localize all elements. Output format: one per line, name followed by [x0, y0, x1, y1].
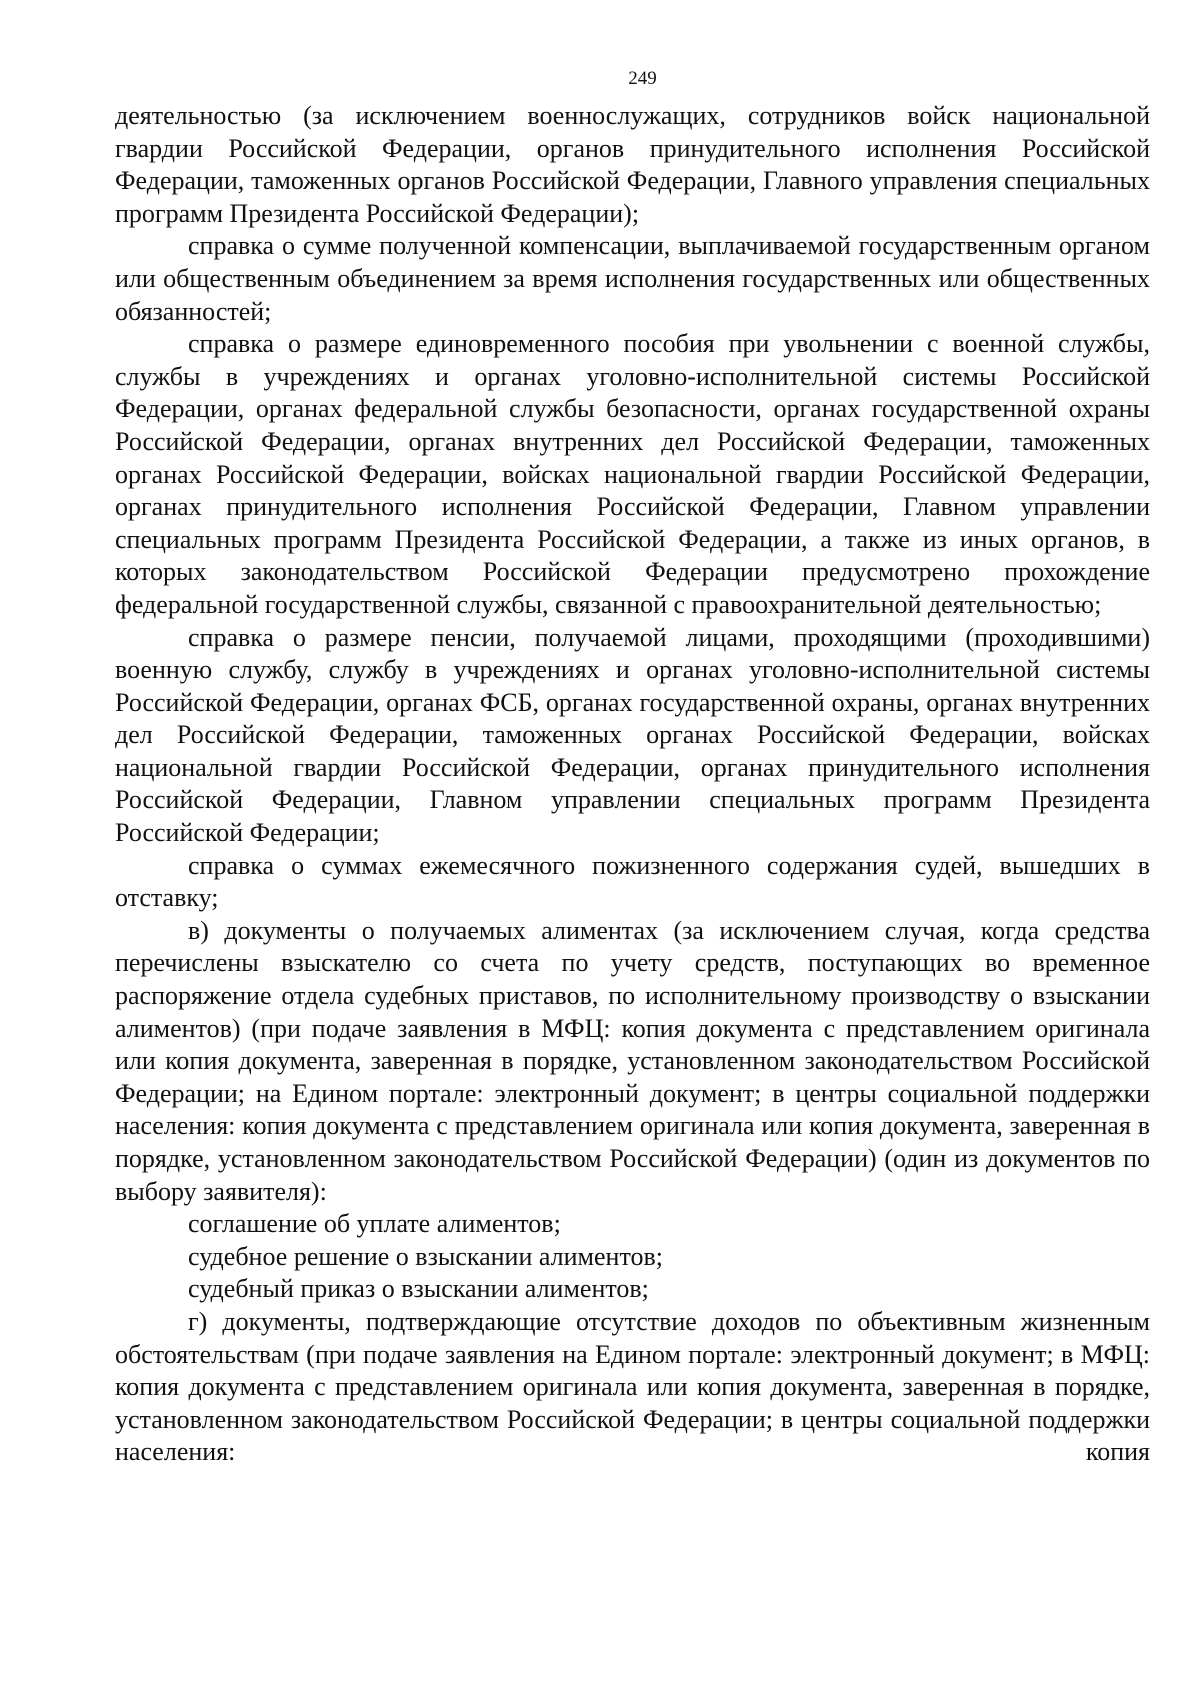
paragraph-continuation: деятельностью (за исключением военнослужащих, сотрудников войск национальной гвардии Российской Федерации, органов принудительного исполнения Российской Федерации, таможенных органов Российской Федерации, Главного управления специальных программ Президента Российской Федерации); [115, 101, 1150, 228]
list-item-court-order: судебный приказ о взыскании алиментов; [188, 1274, 649, 1304]
paragraph-no-income-documents: г) документы, подтверждающие отсутствие доходов по объективным жизненным обстоятельствам (при подаче заявления на Едином портале: электронный документ; в МФЦ: копия документа с представлением оригинала или копия документа, заверенная в порядке, установленном законодательством Российской Федерации; в центры социальной поддержки населения: копия [115, 1306, 1150, 1467]
page-number: 249 [628, 68, 657, 89]
list-item-court-decision: судебное решение о взыскании алиментов; [188, 1241, 663, 1271]
paragraph-compensation-certificate: справка о сумме полученной компенсации, выплачиваемой государственным органом или общественным объединением за время исполнения государственных или общественных обязанностей; [115, 231, 1150, 326]
paragraph-pension-certificate: справка о размере пенсии, получаемой лицами, проходящими (проходившими) военную службу, службу в учреждениях и органах уголовно-исполнительной системы Российской Федерации, органах ФСБ, органах государственной охраны, органах внутренних дел Российской Федерации, таможенных органах Российской Федерации, войсках национальной гвардии Российской Федерации, органах принудительного исполнения Российской Федерации, Главном управлении специальных программ Президента Российской Федерации; [115, 622, 1150, 848]
paragraph-alimony-documents: в) документы о получаемых алиментах (за исключением случая, когда средства перечислены взыскателю со счета по учету средств, поступающих во временное распоряжение отдела судебных приставов, по исполнительному производству о взыскании алиментов) (при подаче заявления в МФЦ: копия документа с представлением оригинала или копия документа, заверенная в порядке, установленном законодательством Российской Федерации; на Едином портале: электронный документ; в центры социальной поддержки населения: копия документа с представлением оригинала или копия документа, заверенная в порядке, установленном законодательством Российской Федерации) (один из документов по выбору заявителя): [115, 915, 1150, 1206]
paragraph-severance-certificate: справка о размере единовременного пособия при увольнении с военной службы, службы в учреждениях и органах уголовно-исполнительной системы Российской Федерации, органах федеральной службы безопасности, органах государственной охраны Российской Федерации, органах внутренних дел Российской Федерации, таможенных органах Российской Федерации, войсках национальной гвардии Российской Федерации, органах принудительного исполнения Российской Федерации, Главном управлении специальных программ Президента Российской Федерации, а также из иных органов, в которых законодательством Российской Федерации предусмотрено прохождение федеральной государственной службы, связанной с правоохранительной деятельностью; [115, 329, 1150, 619]
list-item-alimony-agreement: соглашение об уплате алиментов; [188, 1209, 561, 1239]
paragraph-judges-allowance: справка о суммах ежемесячного пожизненного содержания судей, вышедших в отставку; [115, 850, 1150, 913]
